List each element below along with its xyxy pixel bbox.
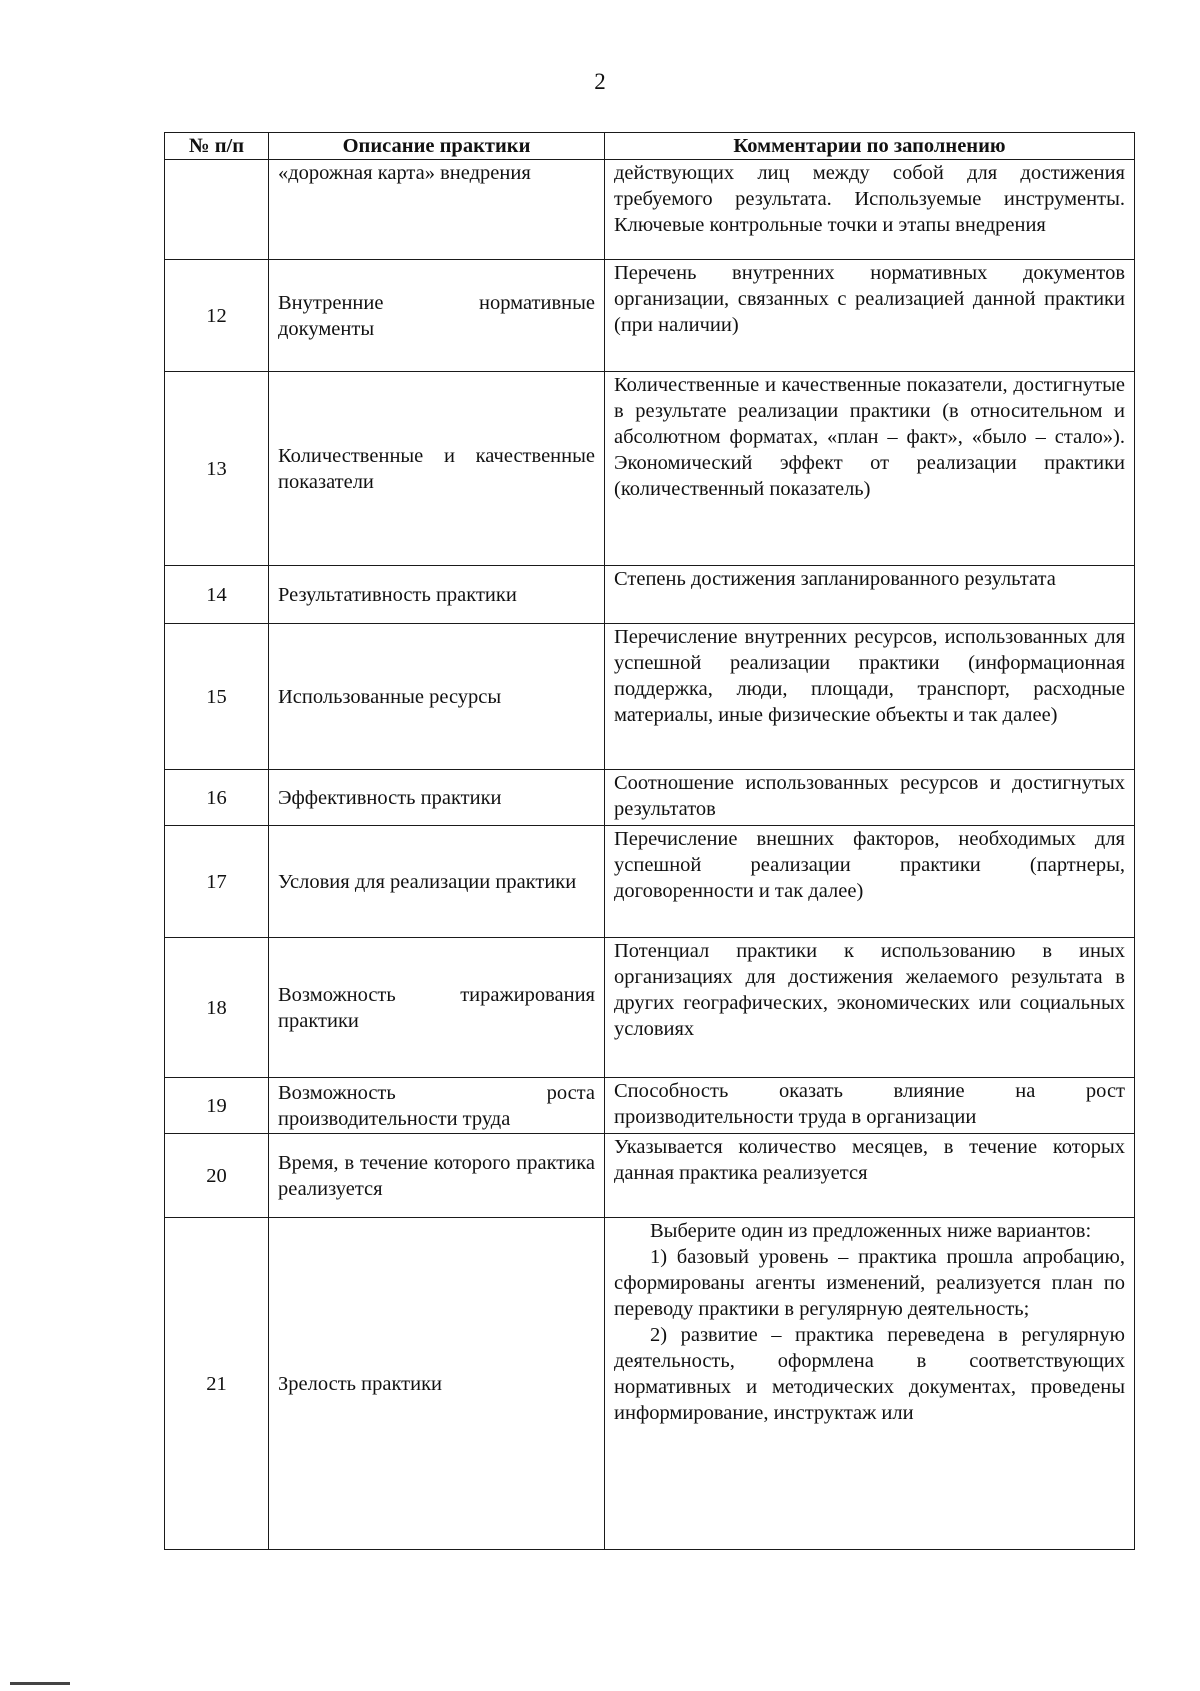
row-description: Зрелость практики — [269, 1218, 605, 1550]
row-number: 16 — [165, 770, 269, 826]
table-row — [165, 372, 1135, 566]
row-number: 18 — [165, 938, 269, 1078]
table-row — [165, 624, 1135, 770]
row-number: 19 — [165, 1078, 269, 1134]
page-number: 2 — [594, 69, 606, 94]
table-header-row — [165, 133, 1135, 160]
row-comment: Указывается количество месяцев, в течение которых данная практика реализуется — [605, 1134, 1135, 1218]
row-comment: Степень достижения запланированного результата — [605, 566, 1135, 624]
row-number: 20 — [165, 1134, 269, 1218]
row-description: Эффективность практики — [269, 770, 605, 826]
row-number: 21 — [165, 1218, 269, 1550]
practice-description-table — [164, 132, 1135, 1550]
row-comment-item: 2) развитие – практика переведена в регулярную деятельность, оформлена в соответствующих нормативных и методических документах, проведены информирование, инструктаж или — [614, 1324, 1125, 1424]
row-comment: Потенциал практики к использованию в иных организациях для достижения желаемого результата в других географических, экономических или социальных условиях — [605, 938, 1135, 1078]
table-row — [165, 160, 1135, 260]
row-description: «дорожная карта» внедрения — [269, 160, 605, 260]
table-row — [165, 938, 1135, 1078]
row-comment: Перечень внутренних нормативных документов организации, связанных с реализацией данной практики (при наличии) — [605, 260, 1135, 372]
row-comment: Способность оказать влияние на рост производительности труда в организации — [605, 1078, 1135, 1134]
row-description: Возможность роста производительности труда — [269, 1078, 605, 1134]
row-number — [165, 160, 269, 260]
row-number: 17 — [165, 826, 269, 938]
row-comment: действующих лиц между собой для достижения требуемого результата. Используемые инструменты. Ключевые контрольные точки и этапы внедрения — [605, 160, 1135, 260]
row-description: Результативность практики — [269, 566, 605, 624]
table-row — [165, 260, 1135, 372]
row-number: 14 — [165, 566, 269, 624]
table-row — [165, 566, 1135, 624]
row-number: 15 — [165, 624, 269, 770]
table-row — [165, 770, 1135, 826]
row-description: Использованные ресурсы — [269, 624, 605, 770]
row-comment: Перечисление внутренних ресурсов, использованных для успешной реализации практики (информационная поддержка, люди, площади, транспорт, расходные материалы, иные физические объекты и так далее) — [605, 624, 1135, 770]
header-number: № п/п — [165, 133, 269, 160]
row-description: Возможность тиражирования практики — [269, 938, 605, 1078]
row-comment: Количественные и качественные показатели, достигнутые в результате реализации практики (в относительном и абсолютном форматах, «план – факт», «было – стало»). Экономический эффект от реализации практики (количественный показатель) — [605, 372, 1135, 566]
row-description: Время, в течение которого практика реализуется — [269, 1134, 605, 1218]
scan-edge-mark — [10, 1682, 70, 1685]
row-comment: Перечисление внешних факторов, необходимых для успешной реализации практики (партнеры, договоренности и так далее) — [605, 826, 1135, 938]
row-number: 13 — [165, 372, 269, 566]
table-row — [165, 826, 1135, 938]
table-row — [165, 1134, 1135, 1218]
header-comments: Комментарии по заполнению — [605, 133, 1135, 160]
row-description: Условия для реализации практики — [269, 826, 605, 938]
header-description: Описание практики — [269, 133, 605, 160]
table-row — [165, 1078, 1135, 1134]
row-comment-intro: Выберите один из предложенных ниже вариантов: — [650, 1220, 1092, 1242]
row-comment-item: 1) базовый уровень – практика прошла апробацию, сформированы агенты изменений, реализуется план по переводу практики в регулярную деятельность; — [614, 1246, 1125, 1320]
row-description: Количественные и качественные показатели — [269, 372, 605, 566]
table-row — [165, 1218, 1135, 1550]
row-number: 12 — [165, 260, 269, 372]
row-comment: Соотношение использованных ресурсов и достигнутых результатов — [605, 770, 1135, 826]
row-comment-list — [605, 1218, 1135, 1550]
row-description: Внутренние нормативные документы — [269, 260, 605, 372]
